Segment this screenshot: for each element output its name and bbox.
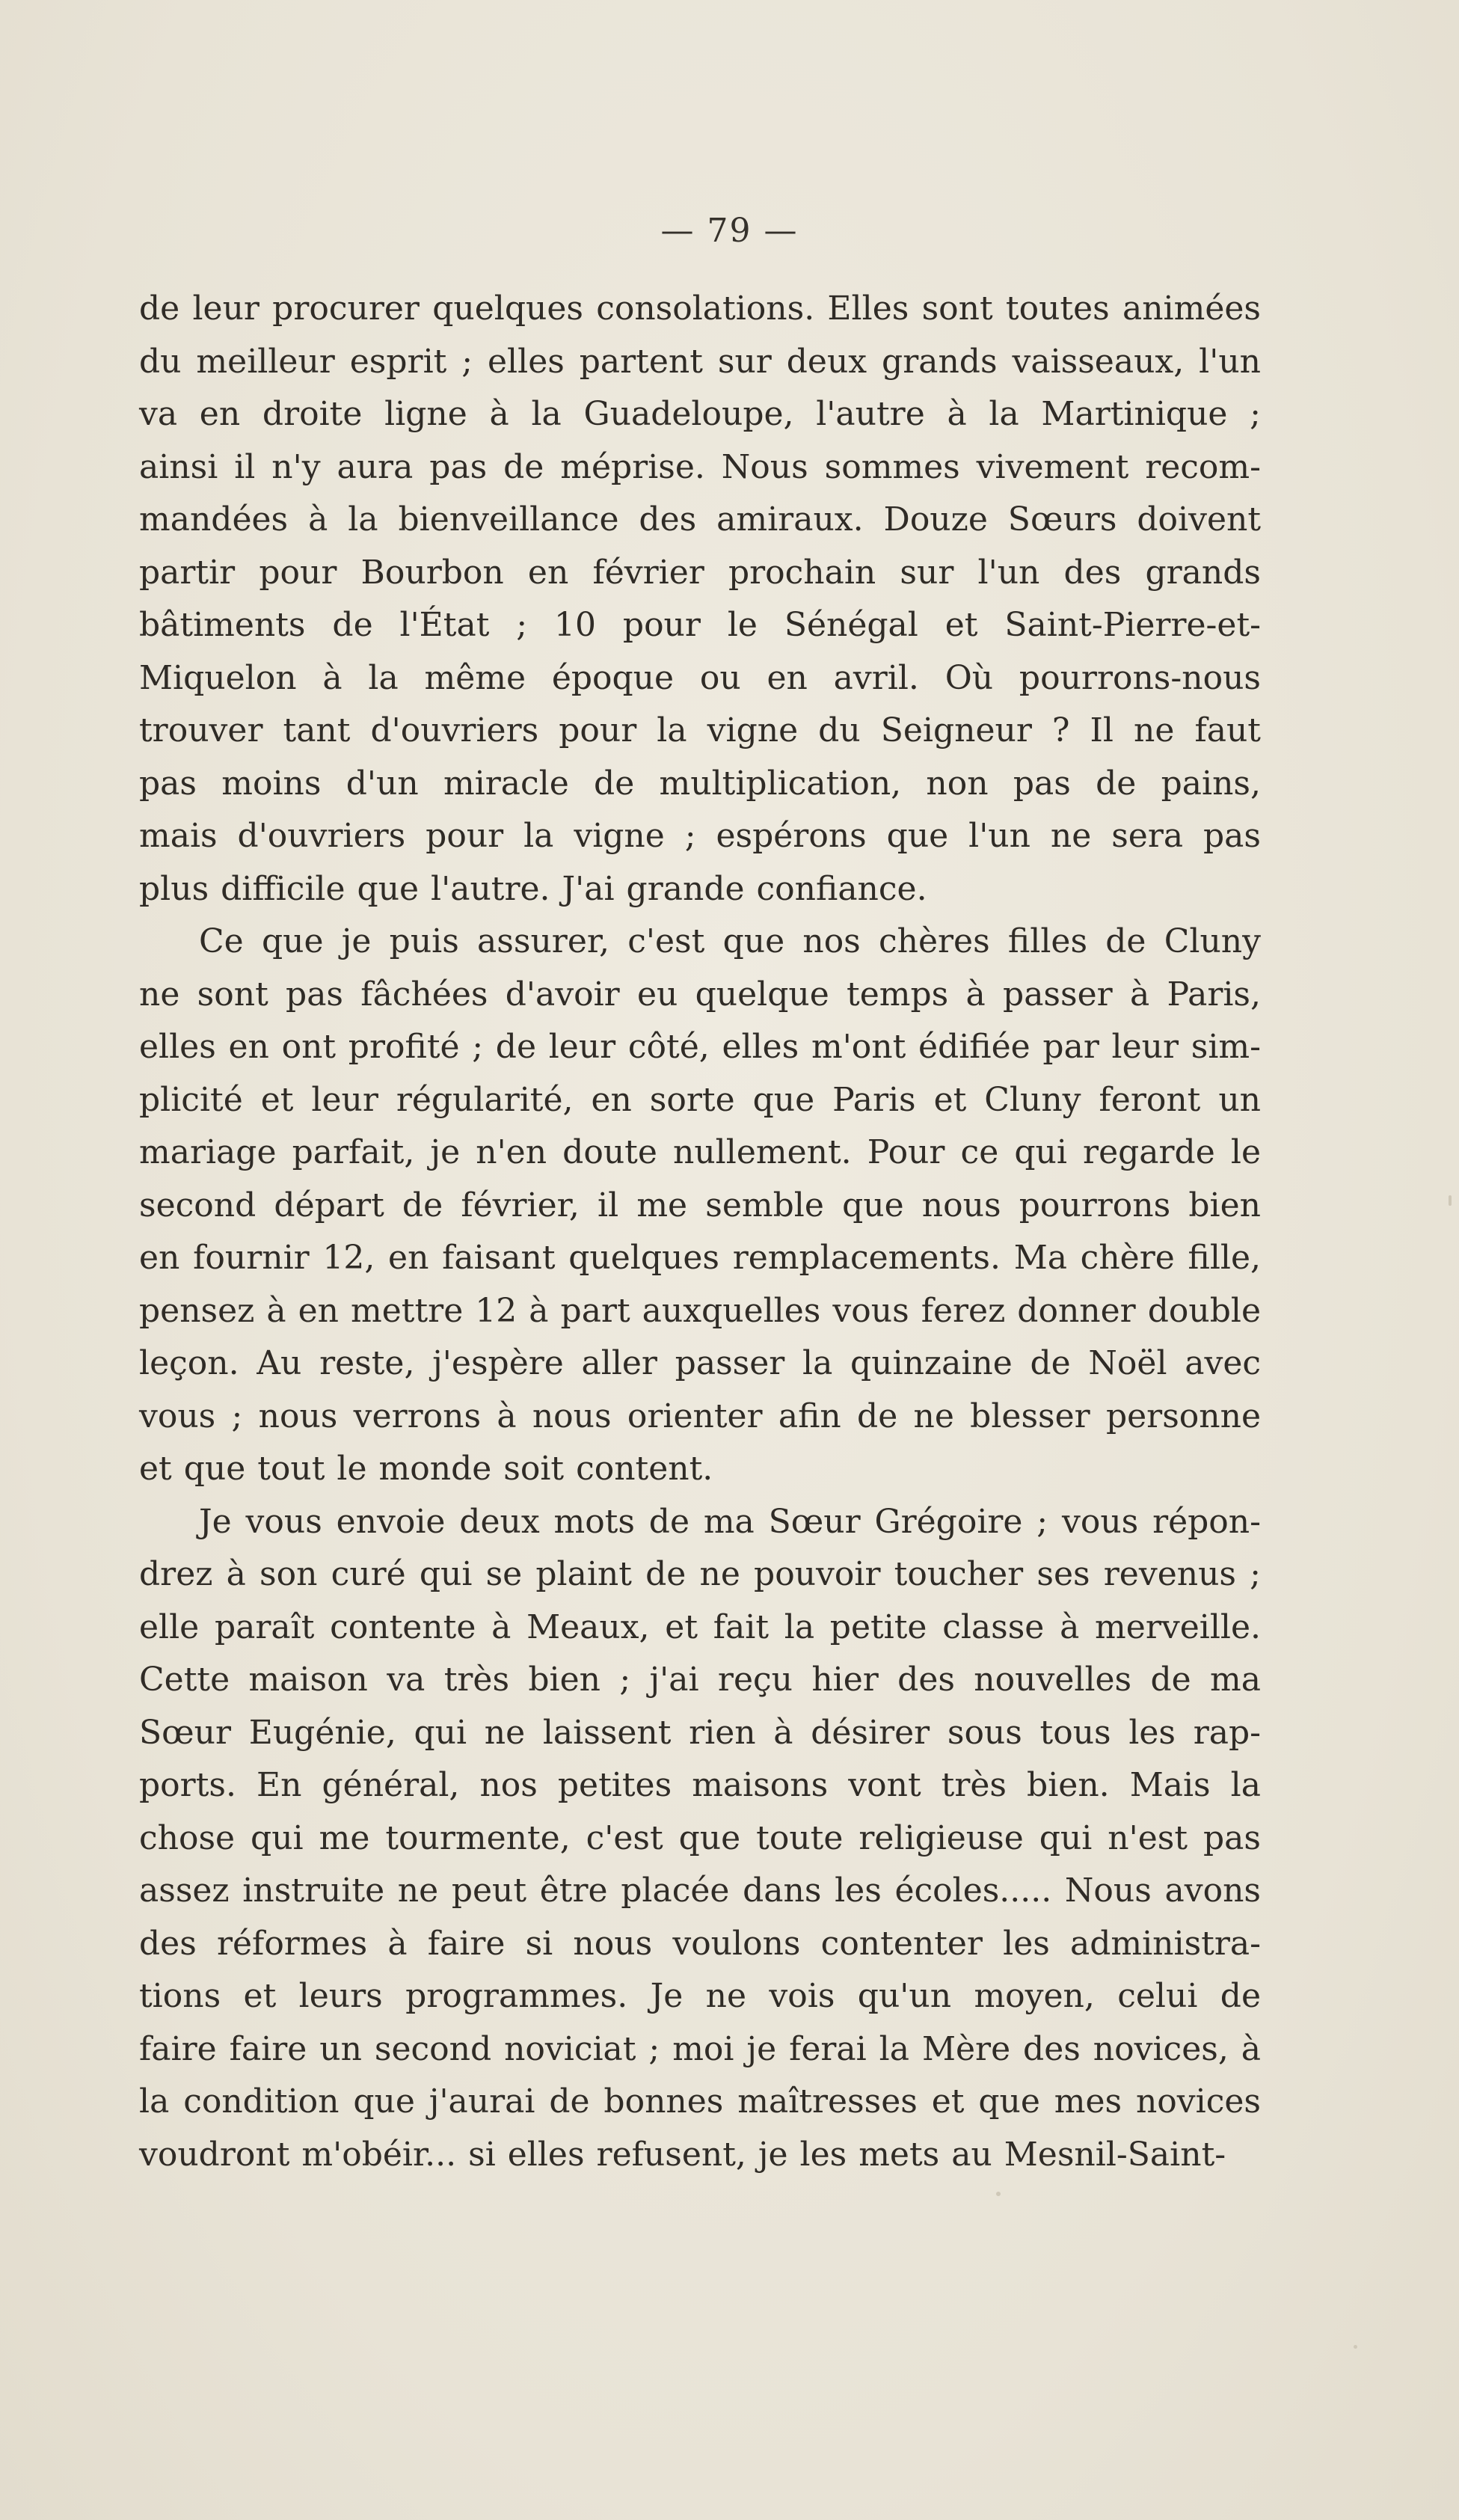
text-line: second départ de février, il me semble que nous pourrons bien [139, 1186, 1261, 1224]
text-line: voudront m'obéir... si elles refusent, je les mets au Mesnil-Saint- [139, 2135, 1226, 2174]
text-line: drez à son curé qui se plaint de ne pouvoir toucher ses revenus ; [139, 1555, 1261, 1593]
text-line: bâtiments de l'État ; 10 pour le Sénégal et Saint-Pierre-et- [139, 606, 1261, 644]
text-line: elles en ont profité ; de leur côté, elles m'ont édifiée par leur sim- [139, 1028, 1261, 1066]
body-text [139, 283, 1261, 2181]
text-line: va en droite ligne à la Guadeloupe, l'autre à la Martinique ; [139, 395, 1261, 433]
text-line: mariage parfait, je n'en doute nullement. Pour ce qui regarde le [139, 1133, 1261, 1171]
text-line: trouver tant d'ouvriers pour la vigne du Seigneur ? Il ne faut [139, 711, 1261, 749]
text-line: ports. En général, nos petites maisons vont très bien. Mais la [139, 1766, 1261, 1804]
text-line: de leur procurer quelques consolations. Elles sont toutes animées [139, 289, 1261, 328]
text-line: et que tout le monde soit content. [139, 1450, 713, 1488]
text-line: Sœur Eugénie, qui ne laissent rien à désirer sous tous les rap- [139, 1713, 1261, 1752]
text-line: la condition que j'aurai de bonnes maîtresses et que mes novices [139, 2082, 1261, 2121]
text-line: mandées à la bienveillance des amiraux. Douze Sœurs doivent [139, 500, 1261, 539]
text-line: tions et leurs programmes. Je ne vois qu'un moyen, celui de [139, 1977, 1261, 2015]
paragraph-3 [139, 1496, 1261, 2182]
text-line: plus difficile que l'autre. J'ai grande confiance. [139, 869, 927, 908]
text-line: partir pour Bourbon en février prochain sur l'un des grands [139, 553, 1261, 592]
text-line: vous ; nous verrons à nous orienter afin de ne blesser personne [139, 1397, 1261, 1435]
paragraph-2 [139, 916, 1261, 1496]
text-line: leçon. Au reste, j'espère aller passer la quinzaine de Noël avec [139, 1344, 1261, 1382]
text-line: assez instruite ne peut être placée dans les écoles..... Nous avons [139, 1871, 1261, 1910]
text-line: Cette maison va très bien ; j'ai reçu hier des nouvelles de ma [139, 1661, 1261, 1699]
text-line: pas moins d'un miracle de multiplication, non pas de pains, [139, 764, 1261, 803]
text-line: chose qui me tourmente, c'est que toute religieuse qui n'est pas [139, 1818, 1261, 1857]
text-line: pensez à en mettre 12 à part auxquelles vous ferez donner double [139, 1291, 1261, 1330]
text-line: mais d'ouvriers pour la vigne ; espérons que l'un ne sera pas [139, 817, 1261, 855]
text-line: Je vous envoie deux mots de ma Sœur Grégoire ; vous répon- [199, 1502, 1261, 1541]
paper-speck [996, 2192, 1001, 2196]
paragraph-1 [139, 283, 1261, 916]
text-line: des réformes à faire si nous voulons contenter les administra- [139, 1924, 1261, 1963]
text-line: ne sont pas fâchées d'avoir eu quelque temps à passer à Paris, [139, 975, 1261, 1014]
text-line: ainsi il n'y aura pas de méprise. Nous sommes vivement recom- [139, 447, 1261, 486]
page-number: — 79 — [660, 212, 799, 250]
text-line: elle paraît contente à Meaux, et fait la petite classe à merveille. [139, 1607, 1261, 1646]
paper-speck [1449, 1195, 1452, 1206]
paper-speck [1354, 2345, 1357, 2349]
text-line: en fournir 12, en faisant quelques remplacements. Ma chère fille, [139, 1239, 1261, 1277]
text-line: du meilleur esprit ; elles partent sur deux grands vaisseaux, l'un [139, 342, 1261, 381]
text-line: Ce que je puis assurer, c'est que nos chères filles de Cluny [199, 922, 1261, 960]
text-line: plicité et leur régularité, en sorte que Paris et Cluny feront un [139, 1080, 1261, 1119]
text-line: faire faire un second noviciat ; moi je ferai la Mère des novices, à [139, 2029, 1261, 2068]
text-line: Miquelon à la même époque ou en avril. Où pourrons-nous [139, 658, 1261, 697]
